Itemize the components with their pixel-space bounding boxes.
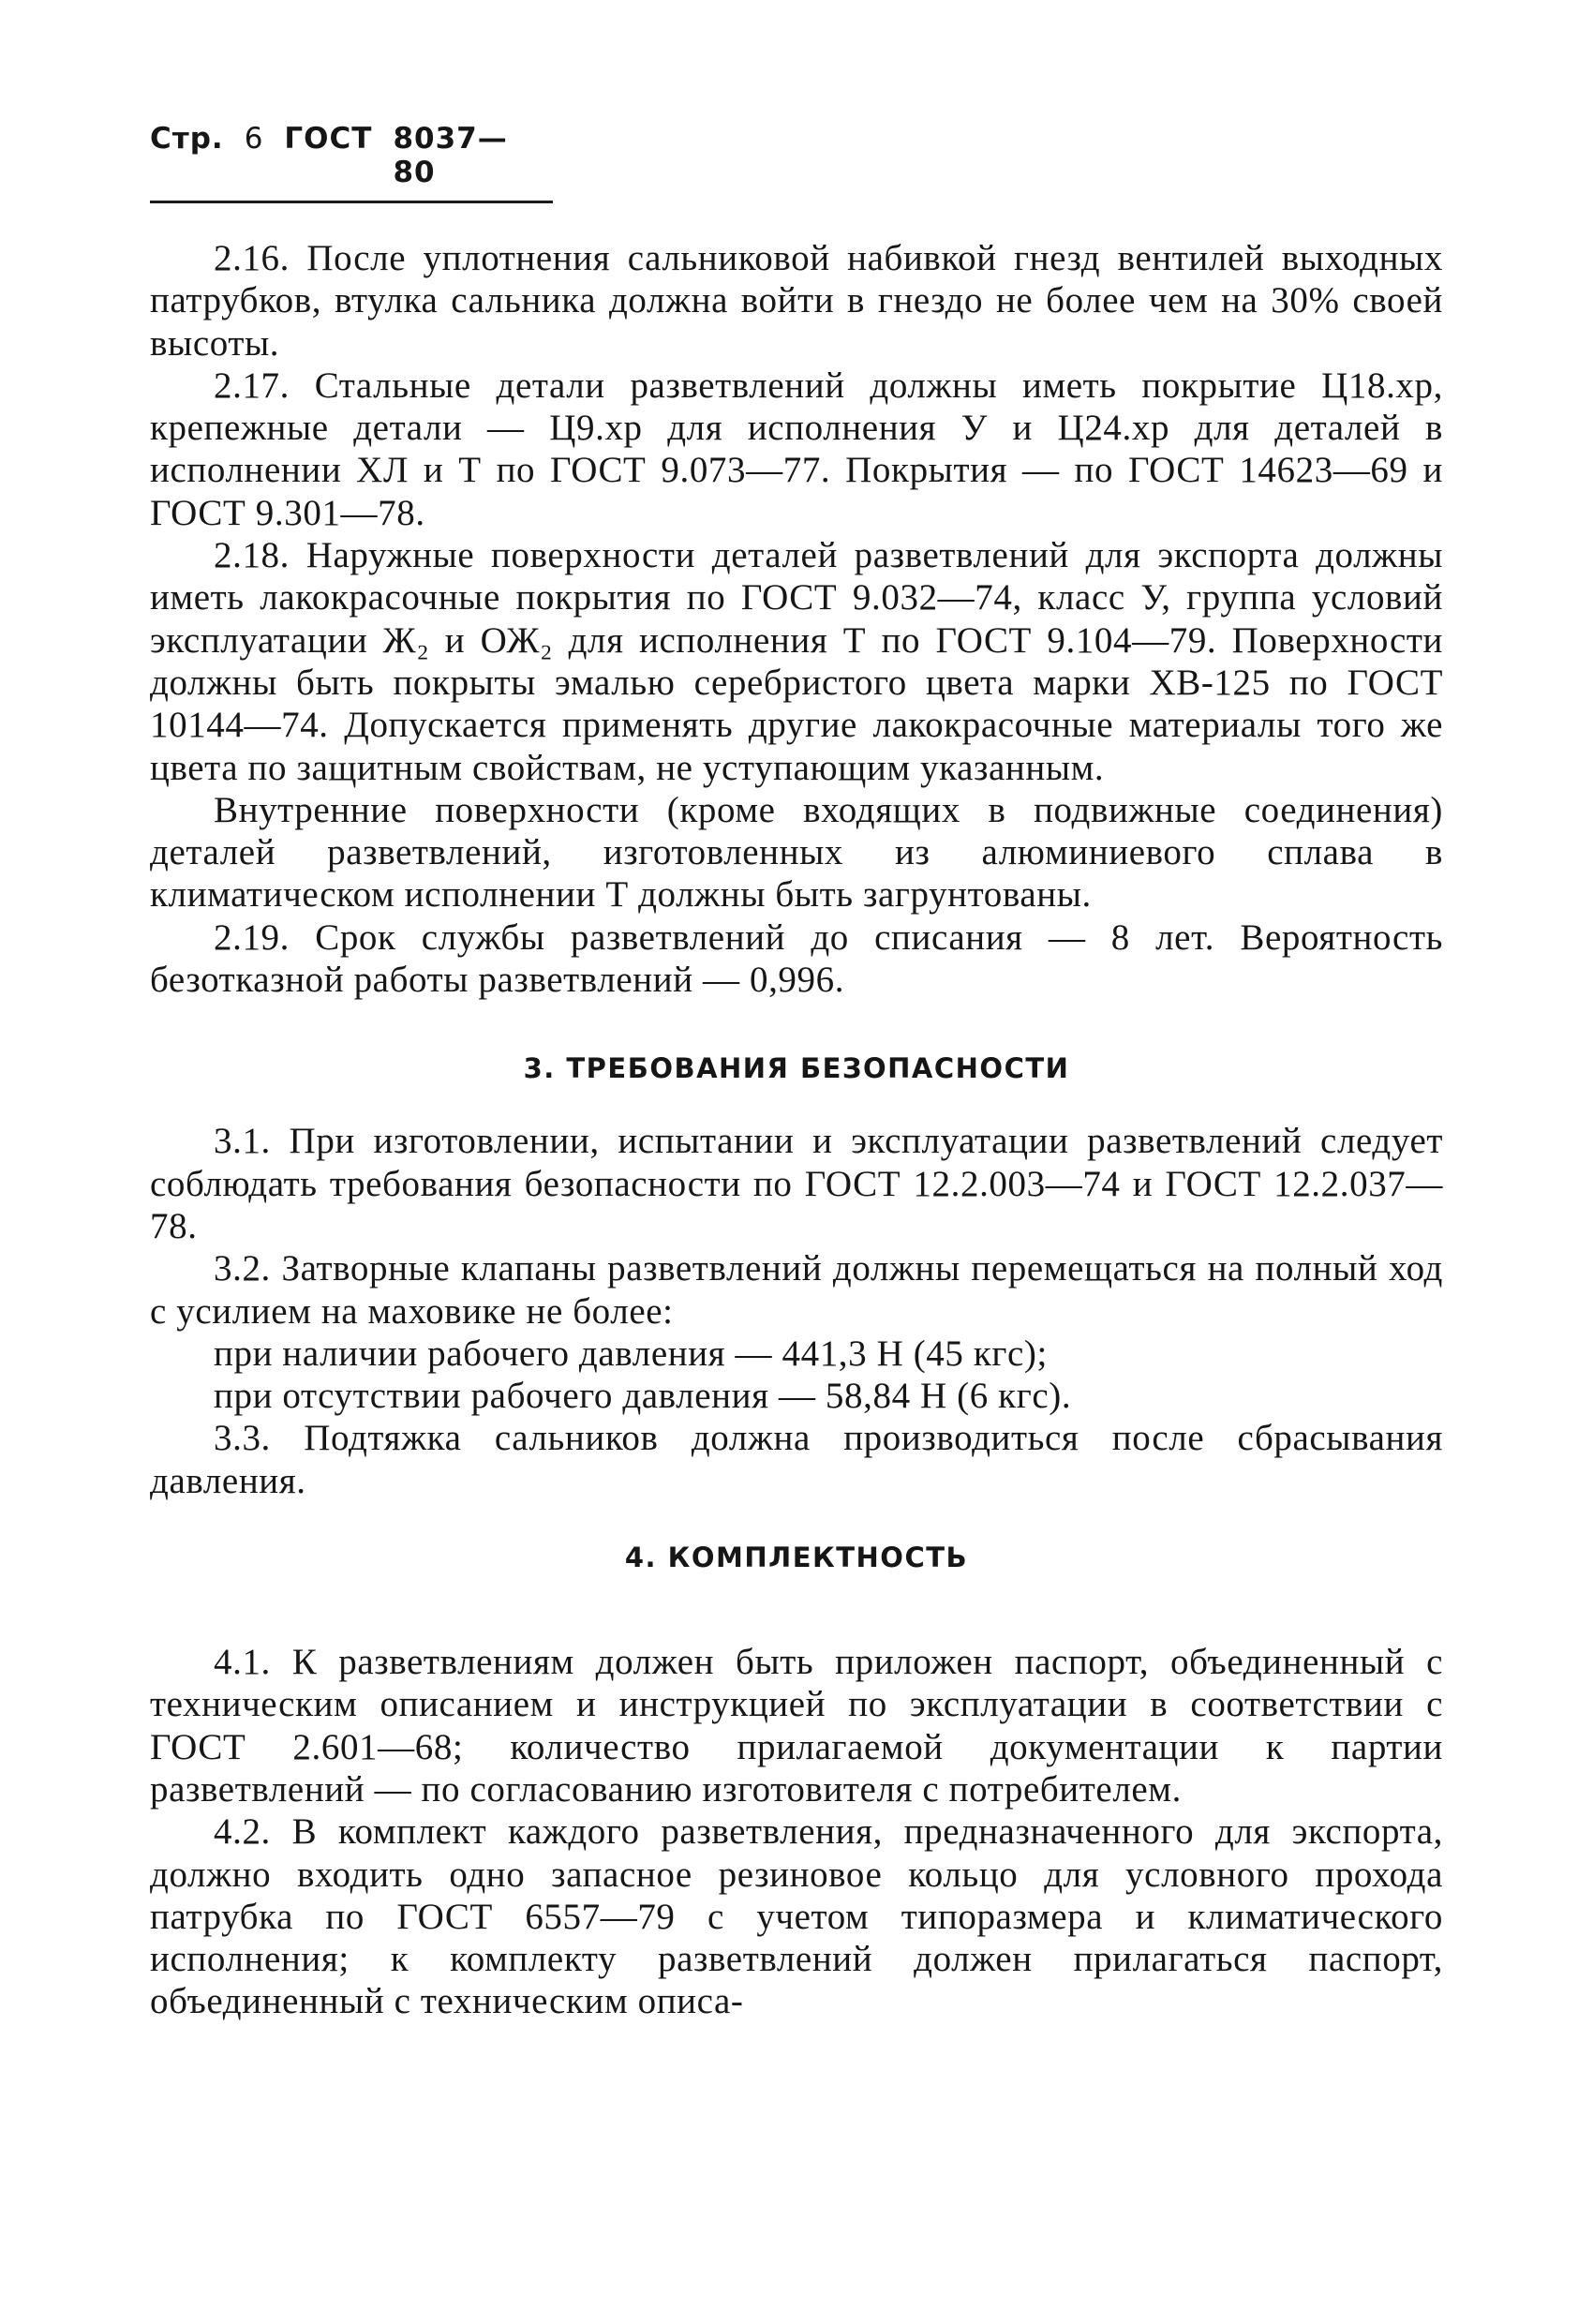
standard-label: ГОСТ xyxy=(284,122,373,156)
paragraph-2-18-inner-surfaces: Внутренние поверхности (кроме входящих в подвижные соединения) деталей разветвлений, изготовленных из алюминиевого сплава в климатическом исполнении Т должны быть загрунтованы. xyxy=(150,789,1443,916)
paragraph-2-17: 2.17. Стальные детали разветвлений должны иметь покрытие Ц18.хр, крепежные детали — Ц9.хр для исполнения У и Ц24.хр для деталей в исполнении ХЛ и Т по ГОСТ 9.073—77. Покрытия — по ГОСТ 14623—69 и ГОСТ 9.301—78. xyxy=(150,365,1443,533)
paragraph-3-2-without-pressure: при отсутствии рабочего давления — 58,84 Н (6 кгс). xyxy=(214,1376,1072,1417)
standard-number: 8037—80 xyxy=(393,122,508,189)
section-4-title: 4. КОМПЛЕКТНОСТЬ xyxy=(624,1542,969,1574)
paragraph-4-2: 4.2. В комплект каждого разветвления, предназначенного для экспорта, должно входить одно запасное резиновое кольцо для условного прохода патрубка по ГОСТ 6557—79 с учетом типоразмера и климатического исполнения; к комплекту разветвлений должен прилагаться паспорт, объединенный с техническим описа- xyxy=(150,1811,1443,2022)
paragraph-3-3: 3.3. Подтяжка сальников должна производиться после сбрасывания давления. xyxy=(150,1418,1443,1501)
paragraph-3-1: 3.1. При изготовлении, испытании и эксплуатации разветвлений следует соблюдать требования безопасности по ГОСТ 12.2.003—74 и ГОСТ 12.2.037—78. xyxy=(150,1121,1443,1246)
paragraph-2-18: 2.18. Наружные поверхности деталей разветвлений для экспорта должны иметь лакокрасочные покрытия по ГОСТ 9.032—74, класс У, группа условий эксплуатации Ж₂ и ОЖ₂ для исполнения Т по ГОСТ 9.104—79. Поверхности должны быть покрыты эмалью серебристого цвета марки ХВ-125 по ГОСТ 10144—74. Допускается применять другие лакокрасочные материалы того же цвета по защитным свойствам, не уступающим указанным. xyxy=(150,535,1443,788)
paragraph-2-16: 2.16. После уплотнения сальниковой набивкой гнезд вентилей выходных патрубков, втулка сальника должна войти в гнездо не более чем на 30% своей высоты. xyxy=(150,238,1443,364)
paragraph-3-2-with-pressure: при наличии рабочего давления — 441,3 Н (45 кгс); xyxy=(214,1333,1048,1374)
page-label: Стр. xyxy=(150,122,224,156)
paragraph-3-2: 3.2. Затворные клапаны разветвлений должны перемещаться на полный ход с усилием на маховике не более: xyxy=(150,1248,1443,1332)
page-number: 6 xyxy=(244,122,264,156)
page-header xyxy=(150,122,553,203)
paragraph-4-1: 4.1. К разветвлениям должен быть приложен паспорт, объединенный с техническим описанием и инструкцией по эксплуатации в соответствии с ГОСТ 2.601—68; количество прилагаемой документации к партии разветвлений — по согласованию изготовителя с потребителем. xyxy=(150,1642,1443,1810)
paragraph-2-19: 2.19. Срок службы разветвлений до списания — 8 лет. Вероятность безотказной работы разветвлений — 0,996. xyxy=(150,916,1443,1001)
document-page xyxy=(150,122,1443,2023)
section-3-title: 3. ТРЕБОВАНИЯ БЕЗОПАСНОСТИ xyxy=(523,1052,1070,1085)
